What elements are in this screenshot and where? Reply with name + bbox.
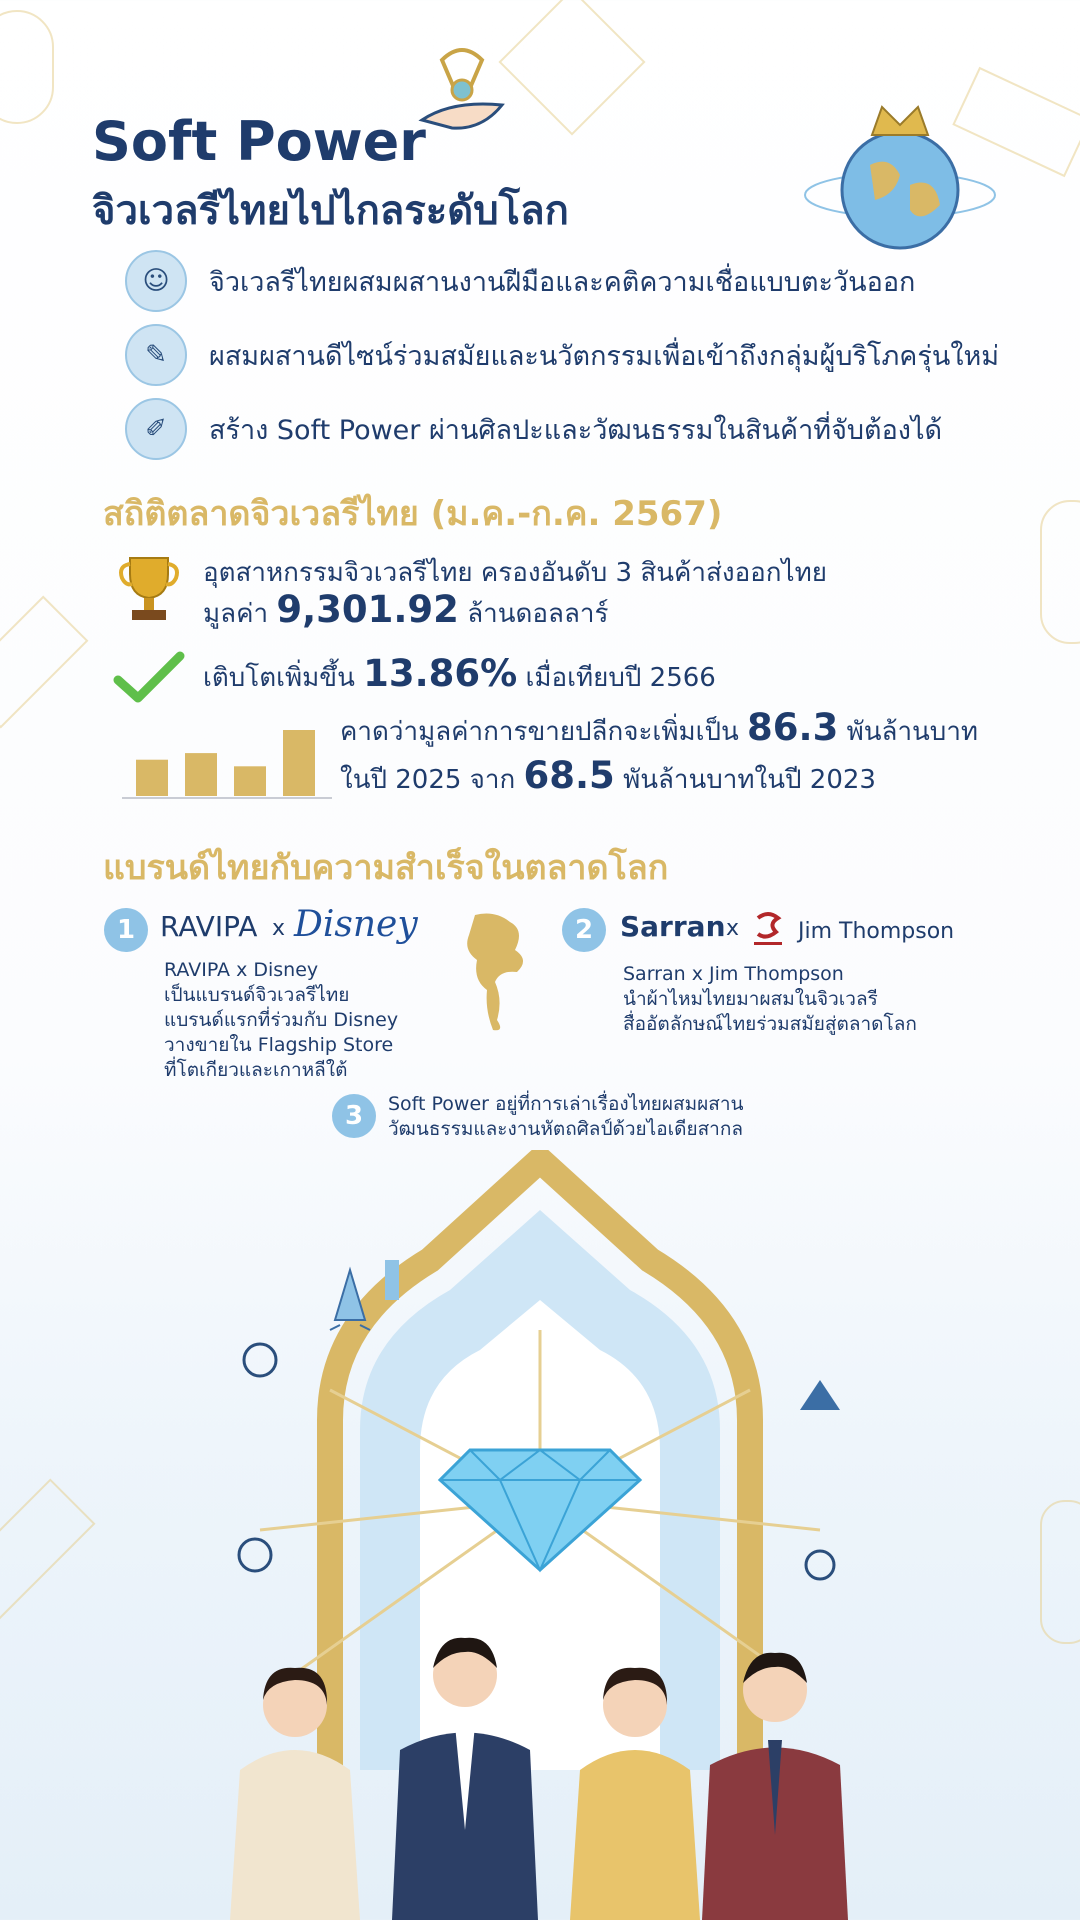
feature-text: สร้าง Soft Power ผ่านศิลปะและวัฒนธรรมในสินค้าที่จับต้องได้ <box>209 414 943 446</box>
feature-text: ผสมผสานดีไซน์ร่วมสมัยและนวัตกรรมเพื่อเข้าถึงกลุ่มผู้บริโภครุ่นใหม่ <box>209 340 1000 372</box>
desc-line: Sarran x Jim Thompson <box>623 963 844 985</box>
stat-retail2-value: 68.5 <box>523 754 615 797</box>
stats-title: สถิติตลาดจิวเวลรีไทย (ม.ค.-ก.ค. 2567) <box>103 494 723 534</box>
stat-value-line <box>203 588 608 634</box>
thailand-map-icon <box>455 910 535 1035</box>
person-man-navy-suit <box>380 1630 550 1920</box>
brand-logo-ravipa: RAVIPA <box>160 910 258 943</box>
brand-logo-disney: Disney <box>294 904 418 945</box>
mini-chart-bar <box>136 760 168 796</box>
feature-item <box>125 398 942 460</box>
desc-line: ที่โตเกียวและเกาหลีใต้ <box>164 1059 348 1081</box>
stat-retail2-prefix: ในปี 2025 จาก <box>340 765 516 795</box>
mini-chart-bar <box>234 766 266 796</box>
ornament-right-side <box>1040 500 1080 644</box>
necklace-brush-icon: ✐ <box>125 398 187 460</box>
feature-text: จิวเวลรีไทยผสมผสานงานฝีมือและคติความเชื่อแบบตะวันออก <box>209 266 916 298</box>
brand-description <box>623 962 917 1037</box>
feature-item <box>125 250 915 312</box>
design-tool-icon: ✎ <box>125 324 187 386</box>
brand-description <box>164 958 398 1083</box>
brand-number-badge: 3 <box>332 1094 376 1138</box>
stat-growth-suffix: เมื่อเทียบปี 2566 <box>525 663 716 693</box>
desc-line: วางขายใน Flagship Store <box>164 1034 394 1056</box>
stat-value-prefix: มูลค่า <box>203 599 269 629</box>
brand-logo-jim-thompson: Jim Thompson <box>798 919 955 944</box>
brand-number-badge: 2 <box>562 908 606 952</box>
mini-chart-bar <box>185 753 217 796</box>
stat-growth-line <box>203 652 716 698</box>
desc-line: สื่ออัตลักษณ์ไทยร่วมสมัยสู่ตลาดโลก <box>623 1013 917 1035</box>
page-title-th: จิวเวลรีไทยไปไกลระดับโลก <box>92 188 569 234</box>
person-woman-left <box>210 1660 380 1920</box>
ornament-top-left <box>0 10 54 124</box>
brand-x: x <box>726 916 740 941</box>
bar-chart-icon <box>122 718 332 800</box>
brand-x: x <box>272 916 286 941</box>
stat-retail2-suffix: พันล้านบาทในปี 2023 <box>623 765 876 795</box>
person-man-maroon-suit <box>690 1645 860 1920</box>
stat-rank: อุตสาหกรรมจิวเวลรีไทย ครองอันดับ 3 สินค้าส่งออกไทย <box>203 558 827 588</box>
brand-logo-sarran: Sarran <box>620 910 726 943</box>
desc-line: วัฒนธรรมและงานหัตถศิลป์ด้วยไอเดียสากล <box>388 1118 743 1140</box>
jim-thompson-logo-icon <box>750 910 786 950</box>
stat-retail-prefix: คาดว่ามูลค่าการขายปลีกจะเพิ่มเป็น <box>340 717 739 747</box>
hand-necklace-icon <box>412 40 512 140</box>
growth-check-icon <box>112 648 186 706</box>
artisan-icon: ☺ <box>125 250 187 312</box>
desc-line: Soft Power อยู่ที่การเล่าเรื่องไทยผสมผสาน <box>388 1093 744 1115</box>
trophy-icon <box>116 552 182 624</box>
stat-growth-prefix: เติบโตเพิ่มขึ้น <box>203 663 355 693</box>
brands-title: แบรนด์ไทยกับความสำเร็จในตลาดโลก <box>103 848 669 888</box>
desc-line: RAVIPA x Disney <box>164 959 319 981</box>
stat-retail-line <box>340 706 978 752</box>
brand-number-badge: 1 <box>104 908 148 952</box>
mini-chart-bar <box>283 730 315 796</box>
brand-description <box>388 1092 744 1142</box>
ornament-top-center <box>498 0 645 136</box>
globe-crown-icon <box>800 95 1000 255</box>
ornament-left-diamond <box>0 596 88 729</box>
desc-line: แบรนด์แรกที่ร่วมกับ Disney <box>164 1009 399 1031</box>
page-title-en: Soft Power <box>92 110 426 173</box>
stat-growth-value: 13.86% <box>363 652 518 695</box>
stat-retail-value: 86.3 <box>747 706 839 749</box>
stat-retail-suffix: พันล้านบาท <box>846 717 979 747</box>
stat-value-suffix: ล้านดอลลาร์ <box>467 599 609 629</box>
stat-value: 9,301.92 <box>276 588 459 631</box>
stat-retail2-line <box>340 754 876 800</box>
feature-item <box>125 324 999 386</box>
desc-line: เป็นแบรนด์จิวเวลรีไทย <box>164 984 350 1006</box>
desc-line: นำผ้าไหมไทยมาผสมในจิวเวลรี <box>623 988 878 1010</box>
